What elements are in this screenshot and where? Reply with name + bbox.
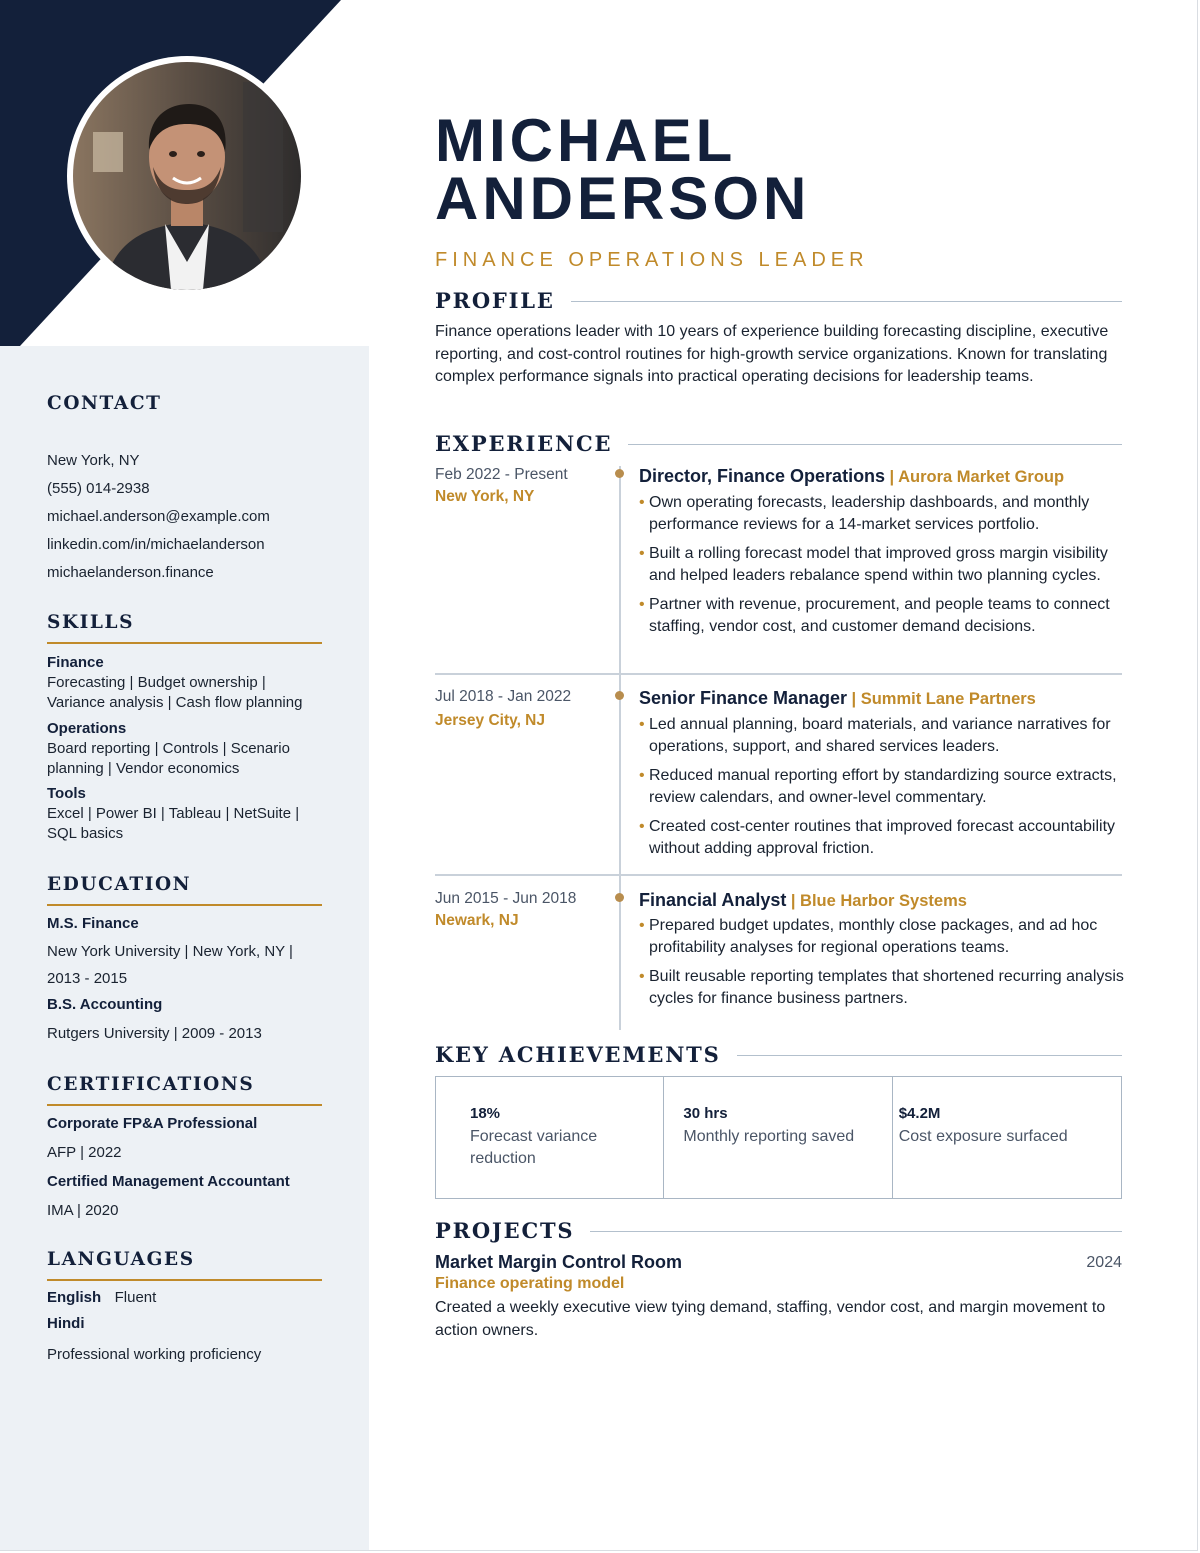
project-item	[435, 1252, 1122, 1342]
achievement-label: Cost exposure surfaced	[898, 1128, 1068, 1145]
job-title: Director, Finance Operations	[639, 466, 886, 486]
achievements-title: KEY ACHIEVEMENTS	[435, 1042, 721, 1067]
education-rule	[47, 904, 322, 906]
certification-details: IMA | 2020	[47, 1202, 119, 1219]
timeline-dot	[615, 691, 624, 700]
certification-name: Corporate FP&A Professional	[47, 1115, 258, 1132]
job-location: Newark, NJ	[435, 912, 519, 929]
achievement-card	[664, 1077, 892, 1198]
contact-email[interactable]: michael.anderson@example.com	[47, 508, 270, 525]
profile-title: PROFILE	[435, 288, 555, 313]
education-degree: M.S. Finance	[47, 915, 139, 932]
skill-group-items: Forecasting | Budget ownership | Variance analysis | Cash flow planning	[47, 674, 303, 711]
job-divider	[435, 874, 1122, 876]
projects-rule	[590, 1231, 1122, 1232]
certifications-section	[47, 1074, 322, 1221]
job-title: Senior Finance Manager	[639, 688, 848, 708]
certification-name: Certified Management Accountant	[47, 1173, 290, 1190]
job-location: Jersey City, NJ	[435, 712, 545, 729]
education-item	[47, 995, 322, 1044]
job-dates: Feb 2022 - Present	[435, 466, 568, 483]
job-bullet: • Prepared budget updates, monthly close packages, and ad hoc profitability analyses for regional operations teams.	[639, 917, 1098, 956]
skill-group	[47, 653, 322, 713]
projects-title: PROJECTS	[435, 1218, 575, 1243]
project-name: Market Margin Control Room	[435, 1252, 683, 1272]
skills-title: SKILLS	[47, 612, 135, 633]
skill-group-items: Excel | Power BI | Tableau | NetSuite | SQL basics	[47, 805, 300, 842]
language-level: Professional working proficiency	[47, 1346, 262, 1363]
profile-section	[435, 288, 1122, 389]
education-details: Rutgers University | 2009 - 2013	[47, 1025, 262, 1042]
experience-title: EXPERIENCE	[435, 431, 613, 456]
certification-details: AFP | 2022	[47, 1144, 122, 1161]
job-dates: Jun 2015 - Jun 2018	[435, 890, 577, 907]
experience-rule	[628, 444, 1122, 445]
portrait-image	[73, 62, 301, 290]
achievement-value: $4.2M	[898, 1105, 941, 1122]
timeline-dot	[615, 893, 624, 902]
timeline-dot	[615, 469, 624, 478]
timeline-line	[619, 466, 621, 1030]
role-text: FINANCE OPERATIONS LEADER	[435, 249, 869, 271]
skill-group-name: Operations	[47, 720, 127, 737]
last-name: ANDERSON	[435, 165, 811, 232]
achievements-box	[435, 1076, 1122, 1199]
contact-location: New York, NY	[47, 452, 140, 469]
languages-section	[47, 1249, 322, 1365]
skills-section	[47, 612, 322, 844]
achievements-header	[435, 1042, 1122, 1067]
achievement-value: 18%	[470, 1105, 501, 1122]
education-section	[47, 874, 322, 1044]
contact-title: CONTACT	[47, 393, 162, 414]
language-item	[47, 1314, 322, 1365]
project-year: 2024	[1086, 1254, 1122, 1271]
language-name: English	[47, 1289, 102, 1306]
first-name: MICHAEL	[435, 107, 737, 174]
achievement-label: Monthly reporting saved	[683, 1128, 855, 1145]
contact-linkedin[interactable]: linkedin.com/in/michaelanderson	[47, 536, 265, 553]
contact-phone[interactable]: (555) 014-2938	[47, 480, 150, 497]
job-company: | Blue Harbor Systems	[790, 892, 967, 910]
job-bullet: • Built a rolling forecast model that improved gross margin visibility and helped leaders rebalance spend within two planning cycles.	[639, 545, 1108, 584]
languages-title: LANGUAGES	[47, 1249, 195, 1270]
job-location: New York, NY	[435, 488, 535, 505]
job-bullet: • Led annual planning, board materials, and variance narratives for operations, support, and shared services leaders.	[639, 716, 1111, 755]
skills-rule	[47, 642, 322, 644]
job-company: | Aurora Market Group	[889, 468, 1065, 486]
skill-group-items: Board reporting | Controls | Scenario planning | Vendor economics	[47, 740, 290, 777]
contact-website[interactable]: michaelanderson.finance	[47, 564, 214, 581]
achievement-label: Forecast variance reduction	[470, 1128, 598, 1167]
job-bullet: • Built reusable reporting templates that shortened recurring analysis cycles for finance business partners.	[639, 968, 1124, 1007]
certification-item	[47, 1172, 322, 1221]
project-description: Created a weekly executive view tying demand, staffing, vendor cost, and margin movement to action owners.	[435, 1299, 1106, 1339]
education-details: New York University | New York, NY | 2013 - 2015	[47, 943, 293, 987]
job-title: Financial Analyst	[639, 890, 787, 910]
language-name: Hindi	[47, 1315, 85, 1332]
role-title	[435, 249, 1122, 272]
achievement-value: 30 hrs	[683, 1105, 728, 1122]
job-divider	[435, 673, 1122, 675]
education-degree: B.S. Accounting	[47, 996, 163, 1013]
skill-group	[47, 719, 322, 779]
job-bullet: • Partner with revenue, procurement, and people teams to connect staffing, vendor cost, and customer demand decisions.	[639, 596, 1110, 635]
name-block	[435, 107, 1122, 232]
profile-rule	[571, 301, 1122, 302]
project-subtitle: Finance operating model	[435, 1275, 625, 1292]
language-level: Fluent	[114, 1289, 157, 1306]
languages-rule	[47, 1279, 322, 1281]
certifications-rule	[47, 1104, 322, 1106]
job-bullet: • Created cost-center routines that improved forecast accountability without adding approval friction.	[639, 818, 1116, 857]
contact-section	[47, 393, 322, 587]
experience-header	[435, 431, 1122, 456]
language-item	[47, 1288, 322, 1308]
certification-item	[47, 1114, 322, 1163]
skill-group-name: Tools	[47, 785, 86, 802]
achievement-card	[436, 1077, 664, 1198]
education-item	[47, 914, 322, 992]
job-dates: Jul 2018 - Jan 2022	[435, 688, 572, 705]
achievements-rule	[737, 1055, 1122, 1056]
education-title: EDUCATION	[47, 874, 192, 895]
achievement-card	[893, 1077, 1121, 1198]
certifications-title: CERTIFICATIONS	[47, 1074, 255, 1095]
job-bullet: • Reduced manual reporting effort by standardizing source extracts, review calendars, and owner-level commentary.	[639, 767, 1117, 806]
projects-section	[435, 1218, 1122, 1342]
profile-photo	[67, 56, 307, 296]
job-bullet: • Own operating forecasts, leadership dashboards, and monthly performance reviews for a 14-market services portfolio.	[639, 494, 1090, 533]
skill-group-name: Finance	[47, 654, 104, 671]
job-company: | Summit Lane Partners	[851, 690, 1036, 708]
profile-text: Finance operations leader with 10 years of experience building forecasting discipline, executive reporting, and cost-control routines for high-growth service organizations. Known for translating complex performance signals into practical operating decisions for leadership teams.	[435, 323, 1109, 385]
skill-group	[47, 784, 322, 844]
